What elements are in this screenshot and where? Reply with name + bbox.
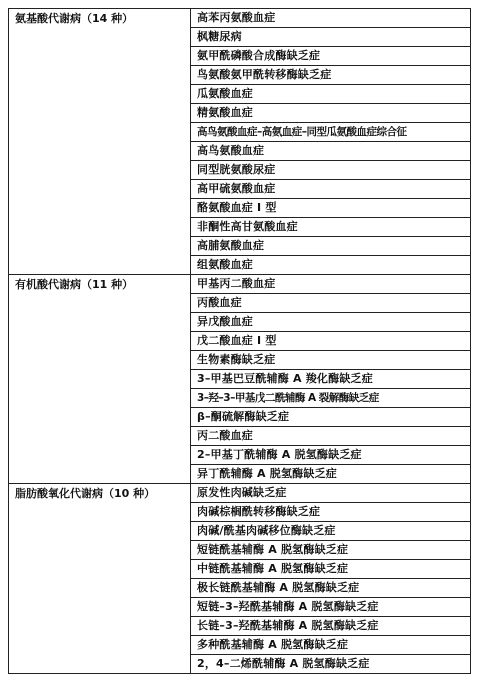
table-row [9, 484, 471, 503]
disease-name: 多种酰基辅酶 A 脱氢酶缺乏症 [191, 636, 471, 655]
disease-name: 极长链酰基辅酶 A 脱氢酶缺乏症 [191, 579, 471, 598]
disease-name: 高鸟氨酸血症 [191, 142, 471, 161]
category-label: 有机酸代谢病（11 种） [9, 275, 191, 484]
disease-name: 丙酸血症 [191, 294, 471, 313]
disease-name: 高甲硫氨酸血症 [191, 180, 471, 199]
disease-name: 高脯氨酸血症 [191, 237, 471, 256]
disease-name: 3–羟–3–甲基戊二酰辅酶 A 裂解酶缺乏症 [191, 389, 471, 408]
disease-list-document [8, 8, 470, 674]
disease-name: 精氨酸血症 [191, 104, 471, 123]
table-row [9, 9, 471, 28]
disease-name: 肉碱/酰基肉碱移位酶缺乏症 [191, 522, 471, 541]
disease-name: 肉碱棕榈酰转移酶缺乏症 [191, 503, 471, 522]
disease-table [8, 8, 471, 674]
disease-name: 甲基丙二酸血症 [191, 275, 471, 294]
disease-name: 非酮性高甘氨酸血症 [191, 218, 471, 237]
table-row [9, 275, 471, 294]
disease-name: 异丁酰辅酶 A 脱氢酶缺乏症 [191, 465, 471, 484]
table-body [9, 9, 471, 674]
disease-name: 中链酰基辅酶 A 脱氢酶缺乏症 [191, 560, 471, 579]
disease-name: 3–甲基巴豆酰辅酶 A 羧化酶缺乏症 [191, 370, 471, 389]
disease-name: 枫糖尿病 [191, 28, 471, 47]
disease-name: 异戊酸血症 [191, 313, 471, 332]
disease-name: 短链酰基辅酶 A 脱氢酶缺乏症 [191, 541, 471, 560]
disease-name: 短链–3–羟酰基辅酶 A 脱氢酶缺乏症 [191, 598, 471, 617]
disease-name: 鸟氨酸氨甲酰转移酶缺乏症 [191, 66, 471, 85]
category-label: 氨基酸代谢病（14 种） [9, 9, 191, 275]
disease-name: 高苯丙氨酸血症 [191, 9, 471, 28]
disease-name: 生物素酶缺乏症 [191, 351, 471, 370]
disease-name: β–酮硫解酶缺乏症 [191, 408, 471, 427]
disease-name: 氨甲酰磷酸合成酶缺乏症 [191, 47, 471, 66]
disease-name: 2，4–二烯酰辅酶 A 脱氢酶缺乏症 [191, 655, 471, 674]
disease-name: 酪氨酸血症 I 型 [191, 199, 471, 218]
disease-name: 2–甲基丁酰辅酶 A 脱氢酶缺乏症 [191, 446, 471, 465]
disease-name: 戊二酸血症 I 型 [191, 332, 471, 351]
disease-name: 原发性肉碱缺乏症 [191, 484, 471, 503]
category-label: 脂肪酸氧化代谢病（10 种） [9, 484, 191, 674]
disease-name: 瓜氨酸血症 [191, 85, 471, 104]
disease-name: 长链–3–羟酰基辅酶 A 脱氢酶缺乏症 [191, 617, 471, 636]
disease-name: 高鸟氨酸血症–高氨血症–同型瓜氨酸血症综合征 [191, 123, 471, 142]
disease-name: 组氨酸血症 [191, 256, 471, 275]
disease-name: 丙二酸血症 [191, 427, 471, 446]
disease-name: 同型胱氨酸尿症 [191, 161, 471, 180]
